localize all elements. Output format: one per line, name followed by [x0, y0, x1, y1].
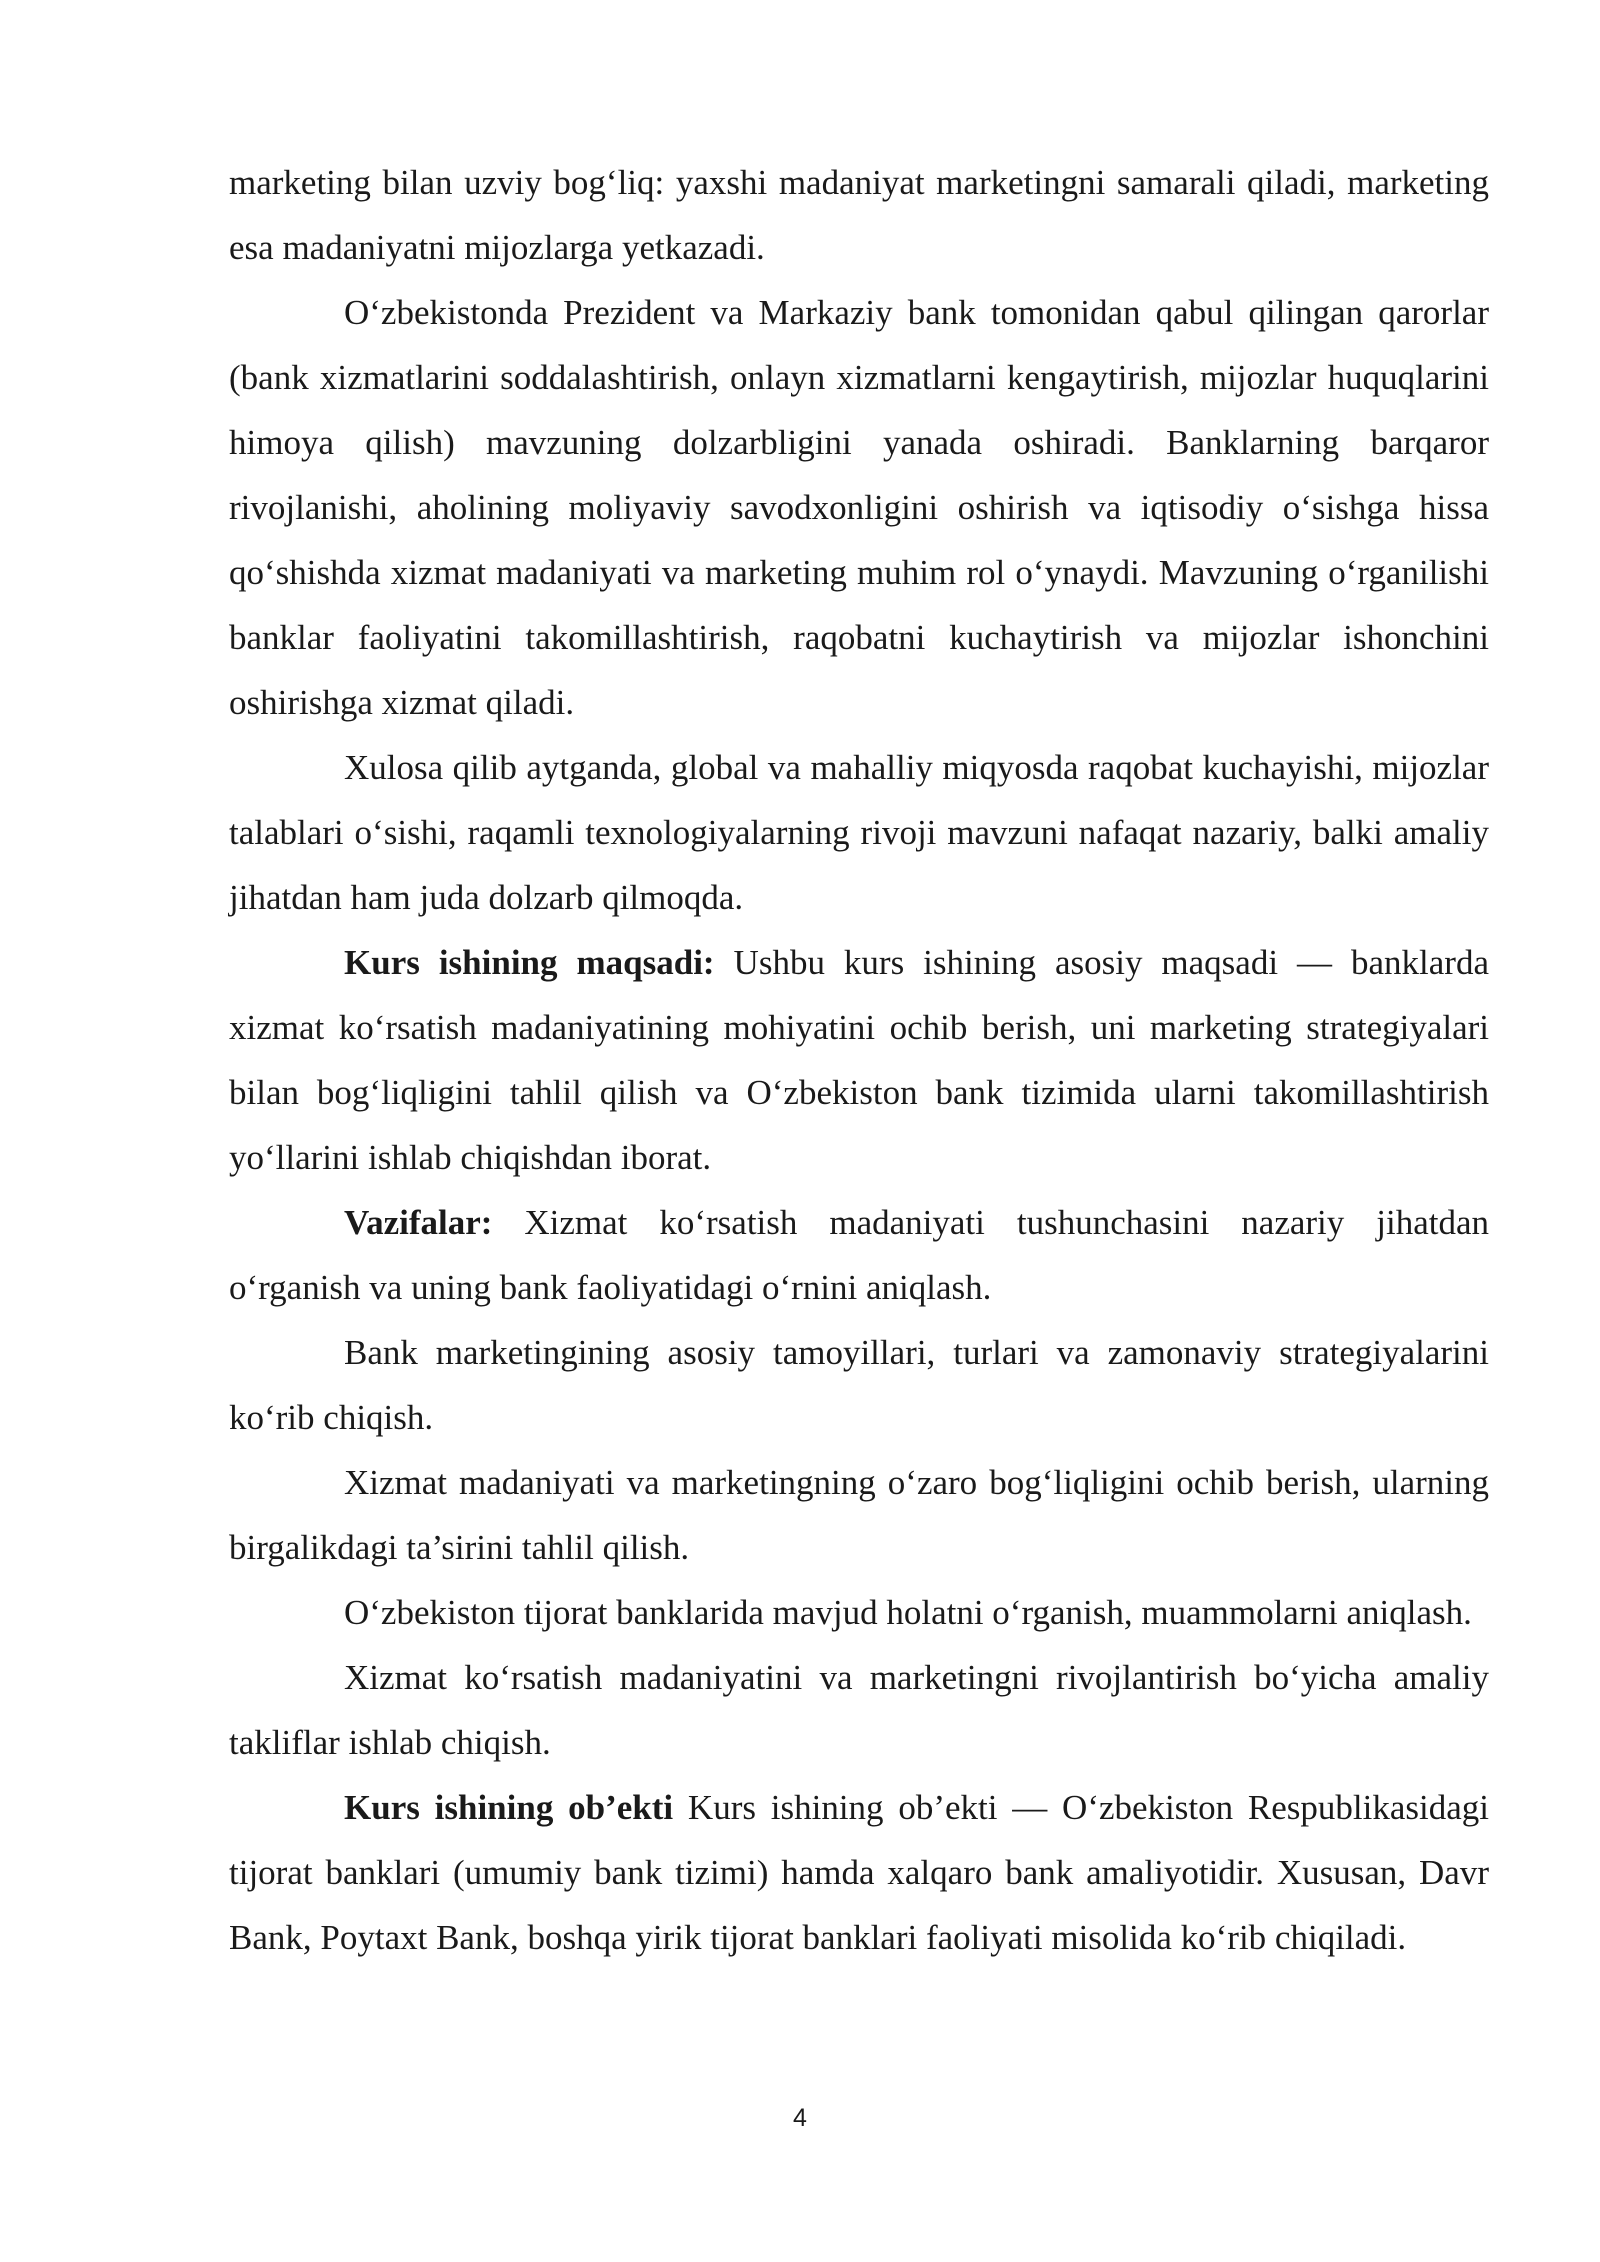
paragraph-text: O‘zbekistonda Prezident va Markaziy bank tomonidan qabul qilingan qarorlar (bank xizmatlarini soddalashtirish, onlayn xizmatlarni kengaytirish, mijozlar huquqlarini himoya qilish) mavzuning dolzarbligini yanada oshiradi. Banklarning barqaror rivojlanishi, aholining moliyaviy savodxonligini oshirish va iqtisodiy o‘sishga hissa qo‘shishda xizmat madaniyati va marketing muhim rol o‘ynaydi. Mavzuning o‘rganilishi banklar faoliyatini takomillashtirish, raqobatni kuchaytirish va mijozlar ishonchini oshirishga xizmat qiladi.	[229, 293, 1489, 722]
paragraph-text: Xizmat ko‘rsatish madaniyati tushunchasini nazariy jihatdan o‘rganish va uning bank faoliyatidagi o‘rnini aniqlash.	[229, 1203, 1489, 1307]
paragraph-text: Xulosa qilib aytganda, global va mahalliy miqyosda raqobat kuchayishi, mijozlar talablari o‘sishi, raqamli texnologiyalarning rivoji mavzuni nafaqat nazariy, balki amaliy jihatdan ham juda dolzarb qilmoqda.	[229, 748, 1489, 917]
page-number: 4	[793, 2104, 807, 2132]
paragraph-intro-continuation	[229, 150, 1489, 280]
paragraph-decrees	[229, 280, 1489, 735]
paragraph-text: Bank marketingining asosiy tamoyillari, turlari va zamonaviy strategiyalarini ko‘rib chiqish.	[229, 1333, 1489, 1437]
paragraph-conclusion	[229, 735, 1489, 930]
paragraph-task-3	[229, 1450, 1489, 1580]
paragraph-text: Xizmat ko‘rsatish madaniyatini va marketingni rivojlantirish bo‘yicha amaliy takliflar ishlab chiqish.	[229, 1658, 1489, 1762]
paragraph-text: Xizmat madaniyati va marketingning o‘zaro bog‘liqligini ochib berish, ularning birgalikdagi ta’sirini tahlil qilish.	[229, 1463, 1489, 1567]
paragraph-text: Kurs ishining ob’ekti — O‘zbekiston Respublikasidagi tijorat banklari (umumiy bank tizimi) hamda xalqaro bank amaliyotidir. Xususan, Davr Bank, Poytaxt Bank, boshqa yirik tijorat banklari faoliyati misolida ko‘rib chiqiladi.	[229, 1788, 1489, 1957]
paragraph-object	[229, 1775, 1489, 1970]
paragraph-lead-tasks: Vazifalar:	[344, 1203, 493, 1242]
paragraph-tasks	[229, 1190, 1489, 1320]
paragraph-task-2	[229, 1320, 1489, 1450]
paragraph-lead-goal: Kurs ishining maqsadi:	[344, 943, 715, 982]
paragraph-task-4	[229, 1580, 1489, 1645]
paragraph-text: marketing bilan uzviy bog‘liq: yaxshi madaniyat marketingni samarali qiladi, marketing esa madaniyatni mijozlarga yetkazadi.	[229, 163, 1489, 267]
document-page	[229, 150, 1489, 1970]
paragraph-lead-object: Kurs ishining ob’ekti	[344, 1788, 674, 1827]
paragraph-task-5	[229, 1645, 1489, 1775]
paragraph-text: Ushbu kurs ishining asosiy maqsadi — banklarda xizmat ko‘rsatish madaniyatining mohiyatini ochib berish, uni marketing strategiyalari bilan bog‘liqligini tahlil qilish va O‘zbekiston bank tizimida ularni takomillashtirish yo‘llarini ishlab chiqishdan iborat.	[229, 943, 1489, 1177]
paragraph-goal	[229, 930, 1489, 1190]
paragraph-text: O‘zbekiston tijorat banklarida mavjud holatni o‘rganish, muammolarni aniqlash.	[344, 1593, 1472, 1632]
